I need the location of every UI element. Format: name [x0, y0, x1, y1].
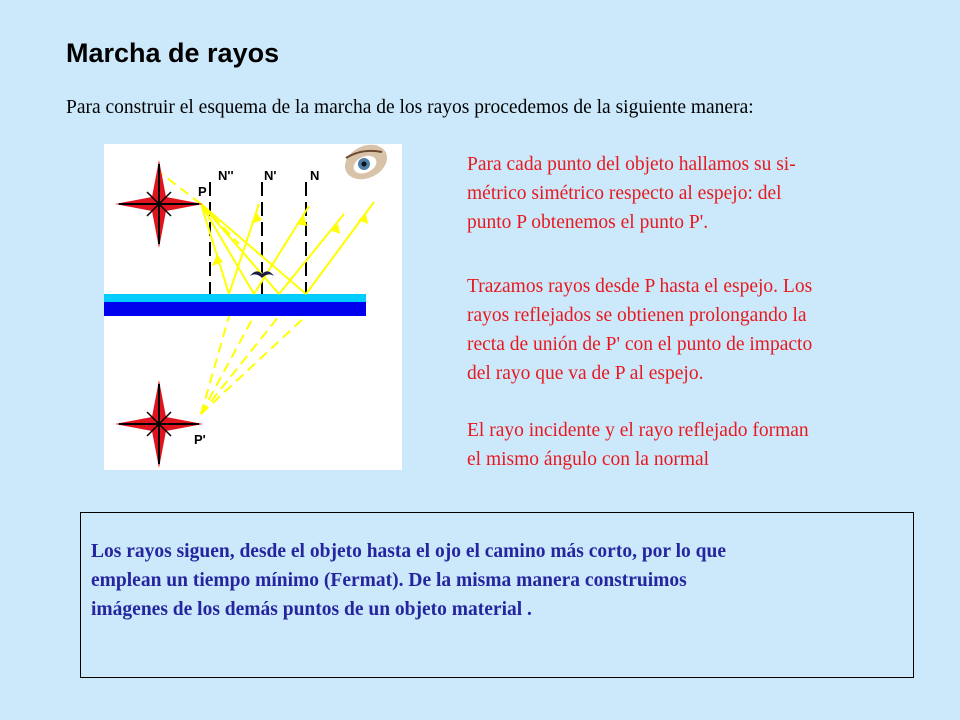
paragraph-line: métrico simétrico respecto al espejo: del — [467, 183, 782, 204]
fermat-note-line: emplean un tiempo mínimo (Fermat). De la misma manera construimos — [91, 570, 687, 591]
label-p-prime: P' — [194, 432, 206, 447]
fermat-note-box — [80, 512, 914, 678]
paragraph-line: punto P obtenemos el punto P'. — [467, 212, 709, 233]
reflected-rays — [229, 202, 374, 294]
paragraph-equal-angle — [467, 416, 907, 474]
paragraph-line: Para cada punto del objeto hallamos su si- — [467, 154, 796, 175]
label-n-double: N'' — [218, 168, 234, 183]
paragraph-line: Trazamos rayos desde P hasta el espejo. Los — [467, 276, 813, 297]
paragraph-line: del rayo que va de P al espejo. — [467, 363, 704, 384]
ray-diagram — [104, 144, 402, 470]
label-n: N — [310, 168, 320, 183]
fermat-note-line: Los rayos siguen, desde el objeto hasta el ojo el camino más corto, por lo que — [91, 541, 726, 562]
paragraph-line: el mismo ángulo con la normal — [467, 449, 710, 470]
paragraph-line: El rayo incidente y el rayo reflejado forman — [467, 420, 809, 441]
fermat-note-line: imágenes de los demás puntos de un objeto material . — [91, 599, 532, 620]
paragraph-line: recta de unión de P' con el punto de impacto — [467, 334, 813, 355]
intro-text: Para construir el esquema de la marcha de los rayos procedemos de la siguiente manera: — [66, 97, 754, 118]
mirror-surface — [104, 294, 366, 302]
label-p: P — [198, 184, 207, 199]
label-n-single: N' — [264, 168, 277, 183]
eye-icon — [339, 144, 392, 186]
paragraph-line: rayos reflejados se obtienen prolongando la — [467, 305, 807, 326]
star-object-icon — [115, 160, 203, 248]
paragraph-symmetric-point — [467, 150, 907, 237]
ray-diagram-svg — [104, 144, 402, 470]
page-title: Marcha de rayos — [66, 38, 280, 68]
star-image-icon — [115, 380, 203, 468]
mirror-body — [104, 302, 366, 316]
fermat-note-text — [91, 537, 726, 624]
paragraph-trace-rays — [467, 272, 907, 388]
